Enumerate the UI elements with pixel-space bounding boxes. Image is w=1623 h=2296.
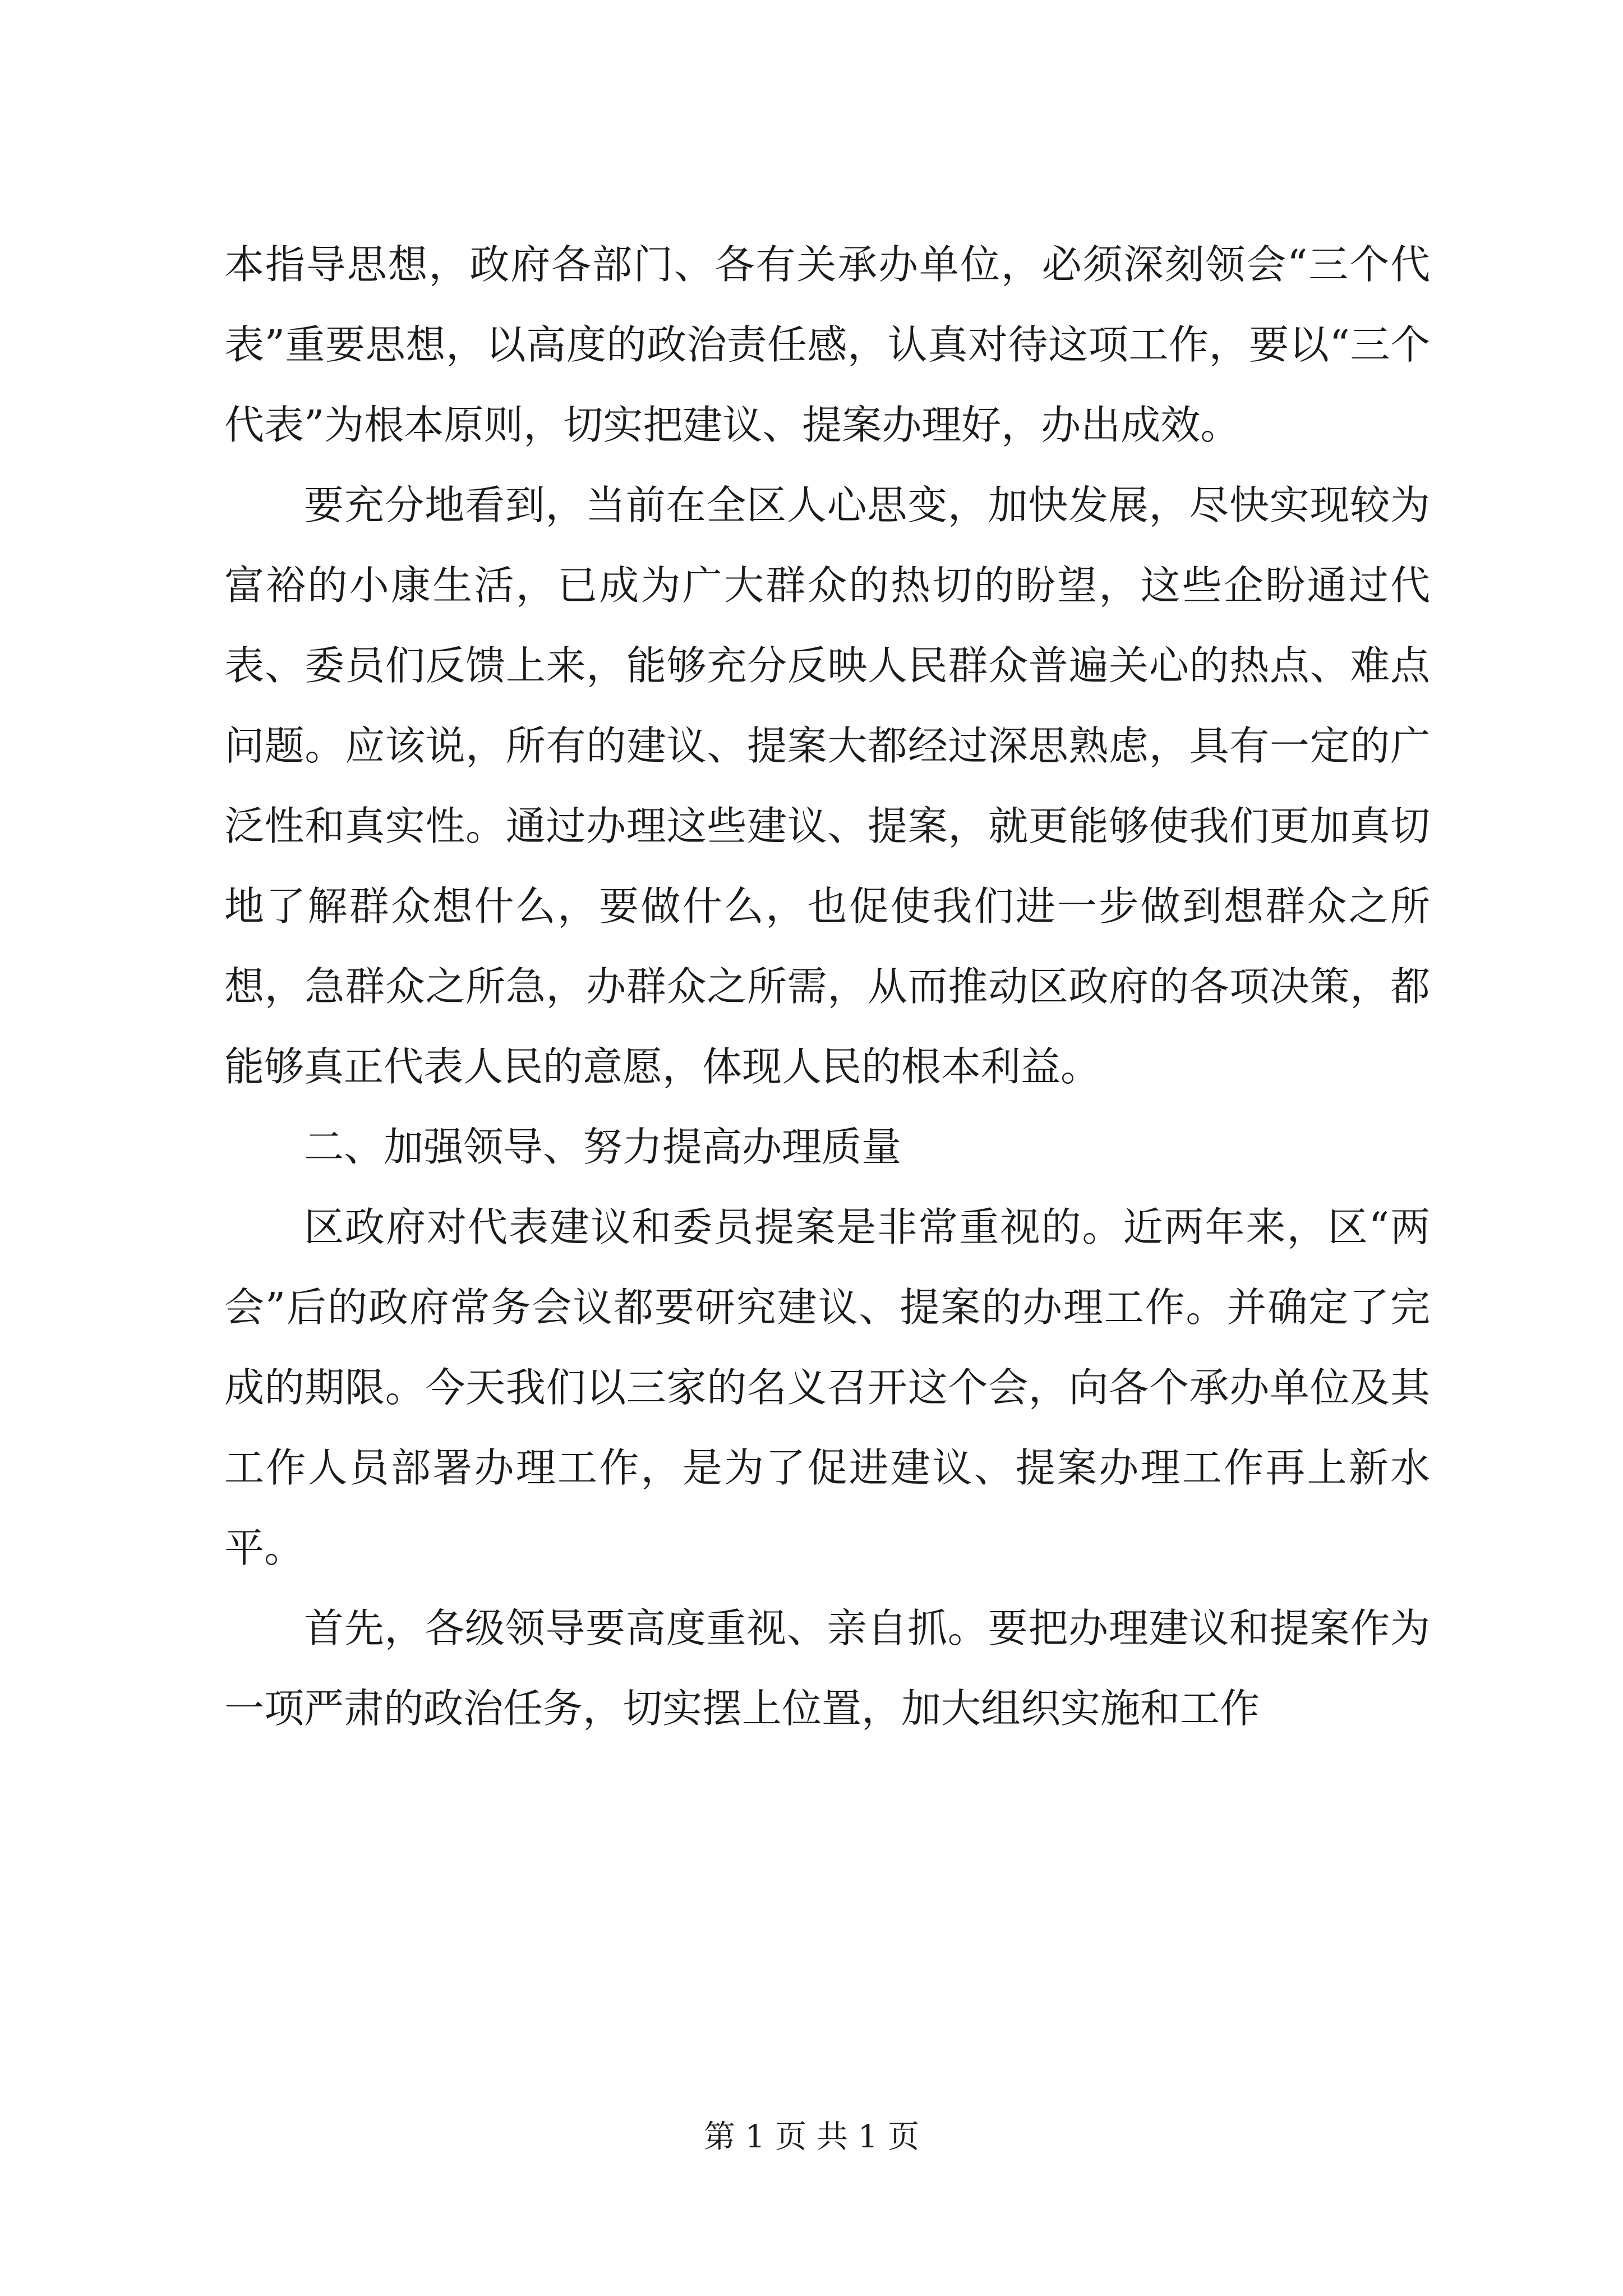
paragraph-leadership: 首先，各级领导要高度重视、亲自抓。要把办理建议和提案作为一项严肃的政治任务，切实摆上位置，加大组织实施和工作 (224, 1605, 1430, 1732)
body-text (224, 224, 1430, 1749)
paragraph-government-attention: 区政府对代表建议和委员提案是非常重视的。近两年来，区“两会”后的政府常务会议都要研究建议、提案的办理工作。并确定了完成的期限。今天我们以三家的名义召开这个会，向各个承办单位及其工作人员部署办理工作，是为了促进建议、提案办理工作再上新水平。 (224, 1204, 1430, 1571)
paragraph-continued: 本指导思想，政府各部门、各有关承办单位，必须深刻领会“三个代表”重要思想，以高度的政治责任感，认真对待这项工作，要以“三个代表”为根本原则，切实把建议、提案办理好，办出成效。 (224, 241, 1430, 448)
section-heading-2: 二、加强领导、努力提高办理质量 (304, 1124, 902, 1170)
page-footer: 第 1 页 共 1 页 (703, 2119, 920, 2155)
paragraph-expectations: 要充分地看到，当前在全区人心思变，加快发展，尽快实现较为富裕的小康生活，已成为广大群众的热切的盼望，这些企盼通过代表、委员们反馈上来，能够充分反映人民群众普遍关心的热点、难点问题。应该说，所有的建议、提案大都经过深思熟虑，具有一定的广泛性和真实性。通过办理这些建议、提案，就更能够使我们更加真切地了解群众想什么，要做什么，也促使我们进一步做到想群众之所想，急群众之所急，办群众之所需，从而推动区政府的各项决策，都能够真正代表人民的意愿，体现人民的根本利益。 (224, 482, 1430, 1090)
